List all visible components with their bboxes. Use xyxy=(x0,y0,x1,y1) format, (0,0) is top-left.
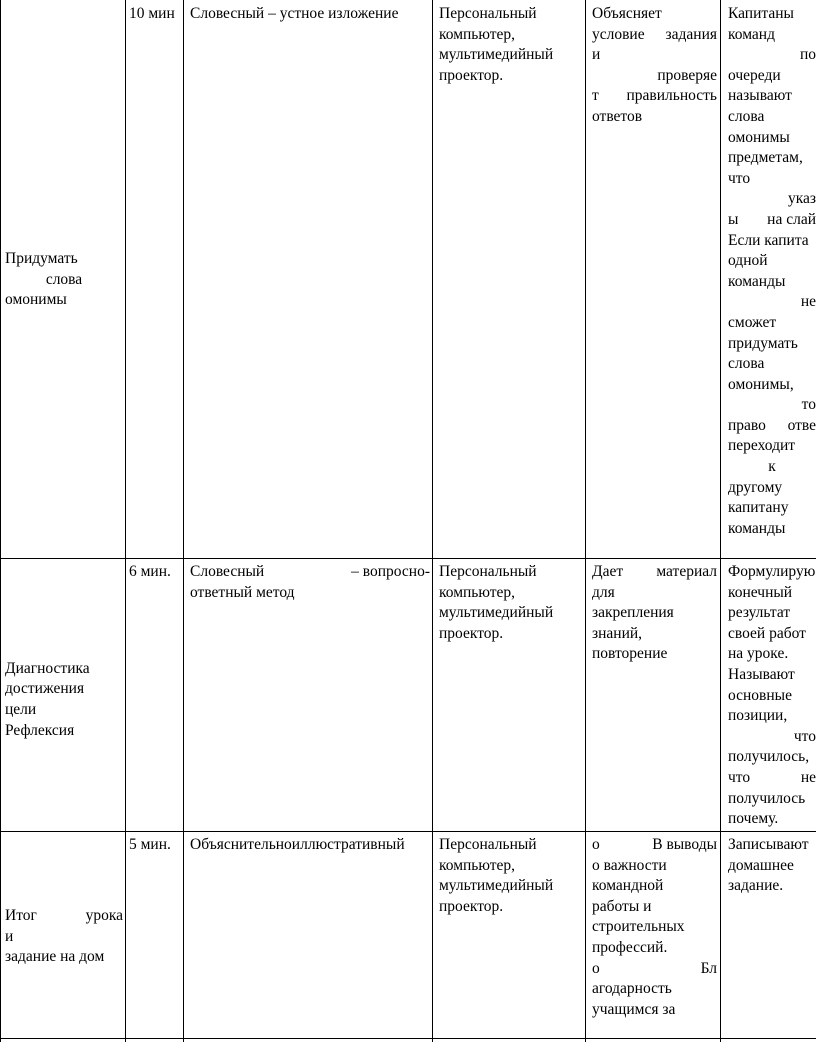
teacher-text-line: условие задания xyxy=(592,25,717,43)
students-text-line: капитану xyxy=(728,499,789,517)
means-text-line: проектор. xyxy=(439,66,504,84)
students-text-line: слова xyxy=(728,355,765,373)
students-text-line: команды xyxy=(728,272,786,290)
students-text-line: своей работ xyxy=(728,624,806,642)
stage-text-line: слова xyxy=(45,270,83,288)
means-text-line: Персональный xyxy=(439,563,537,580)
means-text-line: Персональный xyxy=(439,5,537,22)
students-text-line: что не xyxy=(728,768,816,786)
table-cell-means xyxy=(439,835,583,917)
students-text-line: Называют xyxy=(728,665,795,683)
stage-text-line: достижения xyxy=(5,680,85,698)
students-text-line: ы на слай xyxy=(728,210,816,228)
table-cell-stage xyxy=(5,249,123,311)
row-border xyxy=(0,831,816,832)
students-text-line: называют xyxy=(728,87,792,105)
teacher-text-line: о Бл xyxy=(592,959,717,977)
teacher-text-line: проверяе xyxy=(657,66,717,84)
stage-text-line: задание на дом xyxy=(5,948,105,966)
students-text-line: предметам, xyxy=(728,149,803,167)
table-cell-time xyxy=(129,4,181,25)
students-text-line: право отве xyxy=(728,416,816,434)
students-text-line: другому xyxy=(728,478,783,496)
teacher-text-line: о В выводы xyxy=(592,836,717,853)
teacher-text-line: агодарность xyxy=(592,980,672,998)
column-border xyxy=(432,0,433,1042)
teacher-text-line: и xyxy=(592,46,601,64)
students-text-line: основные xyxy=(728,686,792,704)
students-text-line: то xyxy=(801,396,816,414)
students-text-line: что xyxy=(793,727,816,745)
means-text-line: мультимедийный xyxy=(439,604,554,622)
teacher-text-line: для xyxy=(592,583,615,601)
table-cell-time xyxy=(129,835,181,856)
row-border xyxy=(0,1038,816,1039)
students-text-line: Капитаны xyxy=(728,5,794,22)
stage-text-line: Итог урока xyxy=(5,907,123,925)
teacher-text-line: повторение xyxy=(592,645,668,663)
table-cell-teacher xyxy=(592,835,717,1020)
stage-text-line: цели xyxy=(5,700,37,718)
means-text-line: компьютер, xyxy=(439,583,516,601)
column-border xyxy=(183,0,184,1042)
students-text-line: Формулирую xyxy=(728,563,816,580)
teacher-text-line: профессий. xyxy=(592,938,668,956)
students-text-line: слова xyxy=(728,107,765,125)
teacher-text-line: т правильность xyxy=(592,87,717,105)
table-cell-students xyxy=(728,835,816,897)
students-text-line: команды xyxy=(728,519,786,537)
table-cell-means xyxy=(439,4,583,86)
column-border xyxy=(585,0,586,1042)
students-text-line: на уроке. xyxy=(728,645,789,663)
students-text-line: команд xyxy=(728,25,775,43)
teacher-text-line: Объясняет xyxy=(592,5,662,22)
method-text-line: Объяснительноиллюстративный xyxy=(190,836,405,853)
teacher-text-line: работы и xyxy=(592,897,652,915)
table-cell-students xyxy=(728,562,816,829)
students-text-line: результат xyxy=(728,604,791,622)
stage-text-line: Рефлексия xyxy=(5,721,75,739)
students-text-line: Записывают xyxy=(728,836,809,853)
students-text-line: не xyxy=(800,293,816,311)
time-text-line: 5 мин. xyxy=(129,836,171,853)
teacher-text-line: знаний, xyxy=(592,624,643,642)
method-text-line: Словесный – вопросно- xyxy=(190,563,430,580)
students-text-line: омонимы xyxy=(728,128,790,146)
students-text-line: почему. xyxy=(728,810,779,828)
table-cell-means xyxy=(439,562,583,644)
means-text-line: Персональный xyxy=(439,836,537,853)
students-text-line: домашнее xyxy=(728,856,794,874)
students-text-line: задание. xyxy=(728,877,784,895)
students-text-line: позиции, xyxy=(728,707,788,725)
table-cell-time xyxy=(129,562,181,583)
students-text-line: очереди xyxy=(728,66,781,84)
stage-text-line: омонимы xyxy=(5,291,67,309)
time-text-line: 10 мин xyxy=(129,5,175,22)
teacher-text-line: закрепления xyxy=(592,604,674,622)
table-cell-teacher xyxy=(592,562,717,665)
means-text-line: мультимедийный xyxy=(439,46,554,64)
table-cell-method xyxy=(190,562,430,603)
teacher-text-line: ответов xyxy=(592,107,643,125)
students-text-line: переходит xyxy=(728,437,796,455)
means-text-line: проектор. xyxy=(439,897,504,915)
students-text-line: по xyxy=(799,46,816,64)
stage-text-line: Диагностика xyxy=(5,659,90,677)
table-cell-stage xyxy=(5,906,123,968)
teacher-text-line: командной xyxy=(592,877,664,895)
students-text-line: что xyxy=(728,169,751,187)
students-text-line: получилось, xyxy=(728,748,810,766)
column-border xyxy=(125,0,126,1042)
teacher-text-line: о важности xyxy=(592,856,667,874)
stage-text-line: Придумать xyxy=(5,250,78,268)
students-text-line: одной xyxy=(728,252,768,270)
time-text-line: 6 мин. xyxy=(129,563,171,580)
table-cell-stage xyxy=(5,659,123,741)
column-border xyxy=(720,0,721,1042)
students-text-line: к xyxy=(768,458,776,476)
students-text-line: сможет xyxy=(728,313,777,331)
teacher-text-line: строительных xyxy=(592,918,685,936)
table-cell-method xyxy=(190,835,430,856)
means-text-line: компьютер, xyxy=(439,25,516,43)
means-text-line: мультимедийный xyxy=(439,877,554,895)
method-text-line: Словесный – устное изложение xyxy=(190,5,399,22)
teacher-text-line: учащимся за xyxy=(592,1000,676,1018)
teacher-text-line: Дает материал xyxy=(592,563,717,580)
means-text-line: компьютер, xyxy=(439,856,516,874)
row-border xyxy=(0,558,816,559)
students-text-line: конечный xyxy=(728,583,793,601)
students-text-line: Если капита xyxy=(728,231,809,249)
students-text-line: придумать xyxy=(728,334,798,352)
means-text-line: проектор. xyxy=(439,624,504,642)
students-text-line: указ xyxy=(787,190,816,208)
students-text-line: получилось xyxy=(728,789,806,807)
stage-text-line: и xyxy=(5,927,14,945)
students-text-line: омонимы, xyxy=(728,375,794,393)
table-cell-method xyxy=(190,4,430,25)
method-text-line: ответный метод xyxy=(190,583,295,601)
column-border xyxy=(0,0,1,1042)
table-cell-teacher xyxy=(592,4,717,128)
table-cell-students xyxy=(728,4,816,539)
